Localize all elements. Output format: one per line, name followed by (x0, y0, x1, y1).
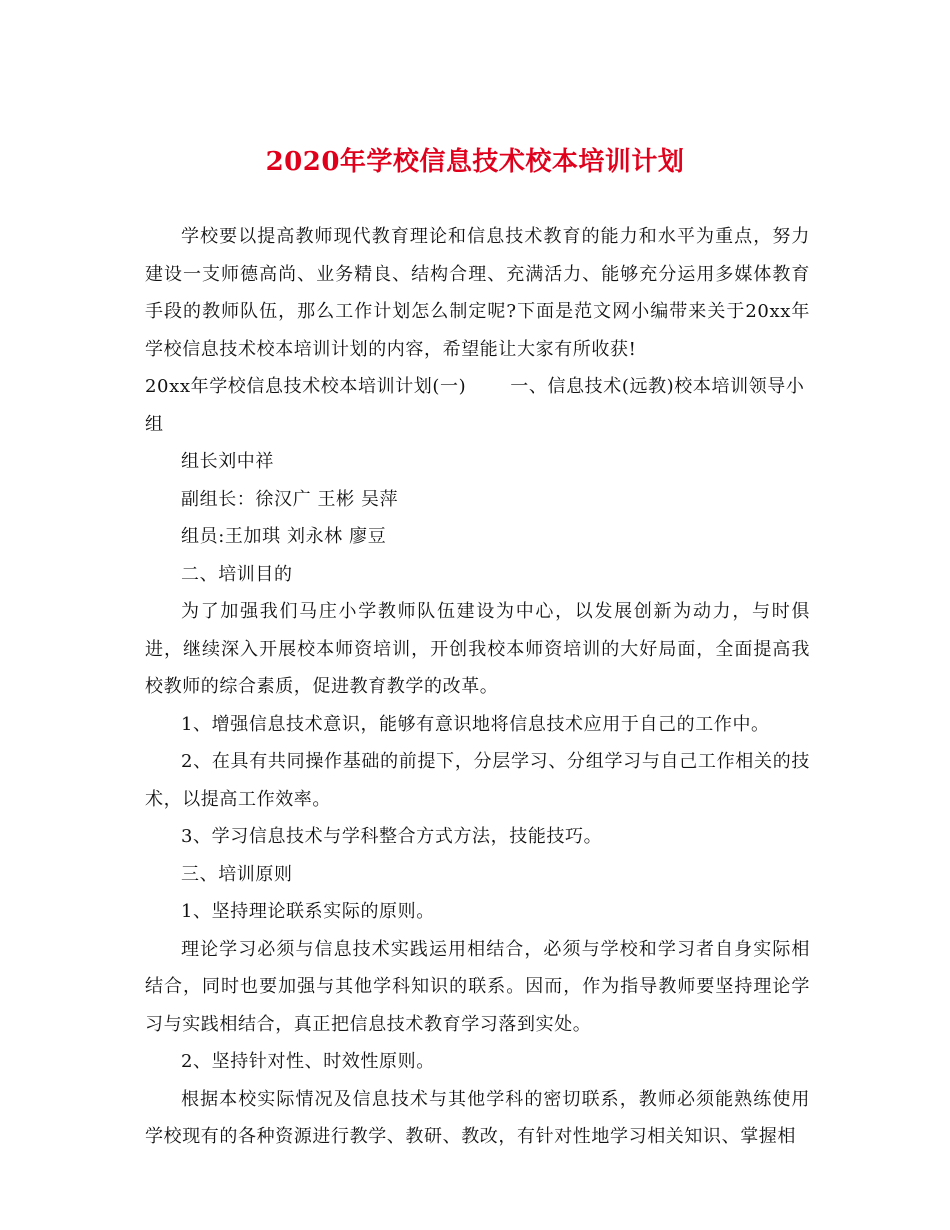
body-paragraph: 2、坚持针对性、时效性原则。 (181, 1051, 435, 1072)
section-heading-line (145, 368, 810, 443)
body-paragraph: 组长刘中祥 (181, 451, 274, 472)
body-paragraph: 1、增强信息技术意识，能够有意识地将信息技术应用于自己的工作中。 (181, 713, 770, 735)
body-paragraph: 二、培训目的 (181, 563, 293, 585)
body-paragraph: 组员:王加琪 刘永林 廖豆 (181, 526, 387, 547)
body-paragraph: 理论学习必须与信息技术实践运用相结合，必须与学校和学习者自身实际相结合，同时也要加强与其他学科知识的联系。因而，作为指导教师要坚持理论学习与实践相结合，真正把信息技术教育学习落到实处。 (145, 938, 810, 1035)
document-title: 2020年学校信息技术校本培训计划 (265, 147, 685, 177)
body-paragraph: 根据本校实际情况及信息技术与其他学科的密切联系，教师必须能熟练使用学校现有的各种资源进行教学、教研、教改，有针对性地学习相关知识、掌握相 (145, 1088, 810, 1147)
body-paragraph: 为了加强我们马庄小学教师队伍建设为中心，以发展创新为动力，与时俱进，继续深入开展校本师资培训，开创我校本师资培训的大好局面，全面提高我校教师的综合素质，促进教育教学的改革。 (145, 601, 810, 697)
body-paragraph: 三、培训原则 (181, 863, 293, 885)
intro-paragraph: 学校要以提高教师现代教育理论和信息技术教育的能力和水平为重点，努力建设一支师德高尚、业务精良、结构合理、充满活力、能够充分运用多媒体教育手段的教师队伍，那么工作计划怎么制定呢?下面是范文网小编带来关于20xx年学校信息技术校本培训计划的内容，希望能让大家有所收获! (145, 226, 810, 360)
document-body (145, 218, 810, 1156)
body-paragraph: 1、坚持理论联系实际的原则。 (181, 901, 435, 922)
body-paragraph: 3、学习信息技术与学科整合方式方法，技能技巧。 (181, 826, 603, 847)
body-paragraph: 副组长：徐汉广 王彬 吴萍 (181, 488, 399, 510)
plan-subtitle: 20xx年学校信息技术校本培训计划(一) (145, 376, 467, 397)
body-paragraph: 2、在具有共同操作基础的前提下，分层学习、分组学习与自己工作相关的技术，以提高工作效率。 (145, 751, 810, 810)
section-heading: 一、信息技术(远教)校本培训领导小组 (145, 376, 805, 435)
